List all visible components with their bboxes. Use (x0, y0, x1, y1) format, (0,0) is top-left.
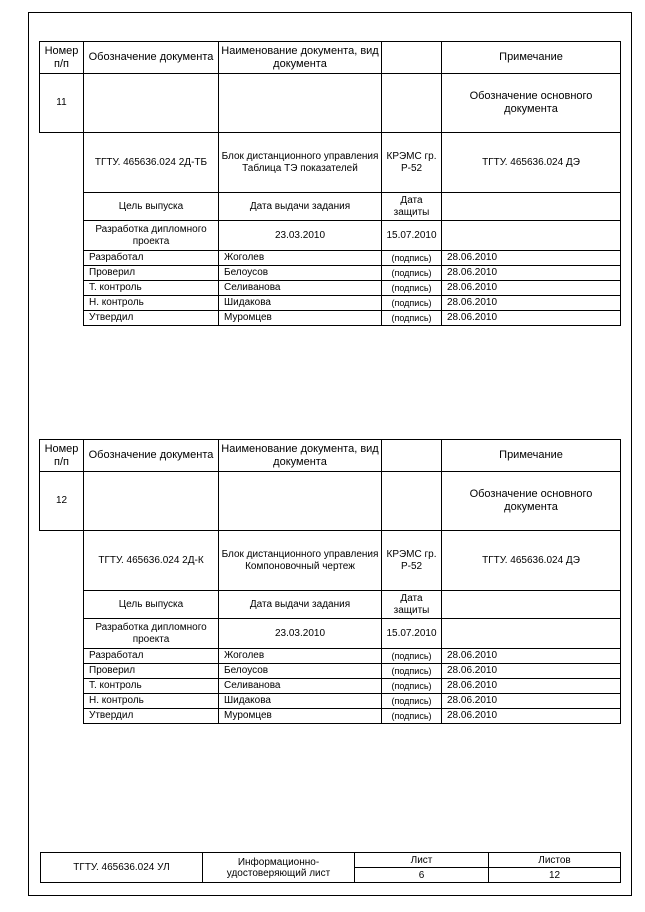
purpose-value: Разработка дипломного проекта (84, 221, 219, 251)
blank-margin (40, 281, 84, 296)
blank-margin (40, 133, 84, 193)
header-empty (382, 42, 442, 74)
signature: (подпись) (382, 709, 442, 724)
role-label: Н. контроль (84, 296, 219, 311)
header-note: Примечание (442, 42, 621, 74)
empty-cell (442, 221, 621, 251)
sheets-label: Листов (489, 853, 621, 868)
empty-cell (84, 472, 219, 531)
person-name: Шидакова (219, 694, 382, 709)
entry-number: 11 (40, 74, 84, 133)
blank-margin (40, 591, 84, 619)
person-name: Жоголев (219, 649, 382, 664)
role-label: Утвердил (84, 709, 219, 724)
blank-margin (40, 649, 84, 664)
header-num: Номер п/п (40, 42, 84, 74)
issue-date-header: Дата выдачи задания (219, 591, 382, 619)
registration-table-1 (39, 41, 621, 326)
role-label: Проверил (84, 664, 219, 679)
signature: (подпись) (382, 296, 442, 311)
role-label: Утвердил (84, 311, 219, 326)
signature: (подпись) (382, 311, 442, 326)
issue-date-value: 23.03.2010 (219, 221, 382, 251)
person-name: Муромцев (219, 311, 382, 326)
sign-date: 28.06.2010 (442, 694, 621, 709)
registration-table-2 (39, 439, 621, 724)
signature: (подпись) (382, 679, 442, 694)
defense-date-value: 15.07.2010 (382, 221, 442, 251)
sheet-label: Лист (355, 853, 489, 868)
purpose-header: Цель выпуска (84, 193, 219, 221)
header-designation: Обозначение документа (84, 440, 219, 472)
entry-number: 12 (40, 472, 84, 531)
blank-margin (40, 251, 84, 266)
blank-margin (40, 221, 84, 251)
title-block (40, 852, 621, 883)
role-label: Т. контроль (84, 679, 219, 694)
person-name: Муромцев (219, 709, 382, 724)
empty-cell (382, 74, 442, 133)
document-code: ТГТУ. 465636.024 2Д-К (84, 531, 219, 591)
sign-date: 28.06.2010 (442, 709, 621, 724)
stamp-document-code: ТГТУ. 465636.024 УЛ (41, 853, 203, 883)
header-empty (382, 440, 442, 472)
organization: КРЭМС гр. Р-52 (382, 531, 442, 591)
signature: (подпись) (382, 266, 442, 281)
document-code: ТГТУ. 465636.024 2Д-ТБ (84, 133, 219, 193)
sign-date: 28.06.2010 (442, 281, 621, 296)
role-label: Т. контроль (84, 281, 219, 296)
person-name: Белоусов (219, 266, 382, 281)
blank-margin (40, 709, 84, 724)
header-designation: Обозначение документа (84, 42, 219, 74)
sheets-total: 12 (489, 868, 621, 883)
document-title: Блок дистанционного управления Компоновочный чертеж (219, 531, 382, 591)
blank-margin (40, 679, 84, 694)
role-label: Разработал (84, 251, 219, 266)
person-name: Белоусов (219, 664, 382, 679)
purpose-value: Разработка дипломного проекта (84, 619, 219, 649)
empty-cell (442, 193, 621, 221)
base-document-code: ТГТУ. 465636.024 ДЭ (442, 531, 621, 591)
blank-margin (40, 531, 84, 591)
person-name: Шидакова (219, 296, 382, 311)
blank-margin (40, 266, 84, 281)
person-name: Селиванова (219, 281, 382, 296)
blank-margin (40, 694, 84, 709)
signature: (подпись) (382, 649, 442, 664)
sign-date: 28.06.2010 (442, 649, 621, 664)
base-note-header: Обозначение основного документа (442, 74, 621, 133)
defense-date-header: Дата защиты (382, 193, 442, 221)
defense-date-header: Дата защиты (382, 591, 442, 619)
header-note: Примечание (442, 440, 621, 472)
issue-date-header: Дата выдачи задания (219, 193, 382, 221)
blank-margin (40, 296, 84, 311)
person-name: Жоголев (219, 251, 382, 266)
sign-date: 28.06.2010 (442, 266, 621, 281)
defense-date-value: 15.07.2010 (382, 619, 442, 649)
blank-margin (40, 193, 84, 221)
base-document-code: ТГТУ. 465636.024 ДЭ (442, 133, 621, 193)
signature: (подпись) (382, 251, 442, 266)
empty-cell (442, 591, 621, 619)
role-label: Проверил (84, 266, 219, 281)
signature: (подпись) (382, 281, 442, 296)
signature: (подпись) (382, 664, 442, 679)
base-note-header: Обозначение основного документа (442, 472, 621, 531)
empty-cell (219, 472, 382, 531)
purpose-header: Цель выпуска (84, 591, 219, 619)
empty-cell (219, 74, 382, 133)
sign-date: 28.06.2010 (442, 251, 621, 266)
blank-margin (40, 619, 84, 649)
person-name: Селиванова (219, 679, 382, 694)
blank-margin (40, 311, 84, 326)
empty-cell (382, 472, 442, 531)
signature: (подпись) (382, 694, 442, 709)
sheet-number: 6 (355, 868, 489, 883)
header-name: Наименование документа, вид документа (219, 440, 382, 472)
sign-date: 28.06.2010 (442, 679, 621, 694)
role-label: Разработал (84, 649, 219, 664)
header-num: Номер п/п (40, 440, 84, 472)
empty-cell (442, 619, 621, 649)
empty-cell (84, 74, 219, 133)
stamp-document-name: Информационно-удостоверяющий лист (203, 853, 355, 883)
document-title: Блок дистанционного управления Таблица ТЭ показателей (219, 133, 382, 193)
sign-date: 28.06.2010 (442, 296, 621, 311)
blank-margin (40, 664, 84, 679)
role-label: Н. контроль (84, 694, 219, 709)
header-name: Наименование документа, вид документа (219, 42, 382, 74)
organization: КРЭМС гр. Р-52 (382, 133, 442, 193)
sign-date: 28.06.2010 (442, 664, 621, 679)
sign-date: 28.06.2010 (442, 311, 621, 326)
issue-date-value: 23.03.2010 (219, 619, 382, 649)
